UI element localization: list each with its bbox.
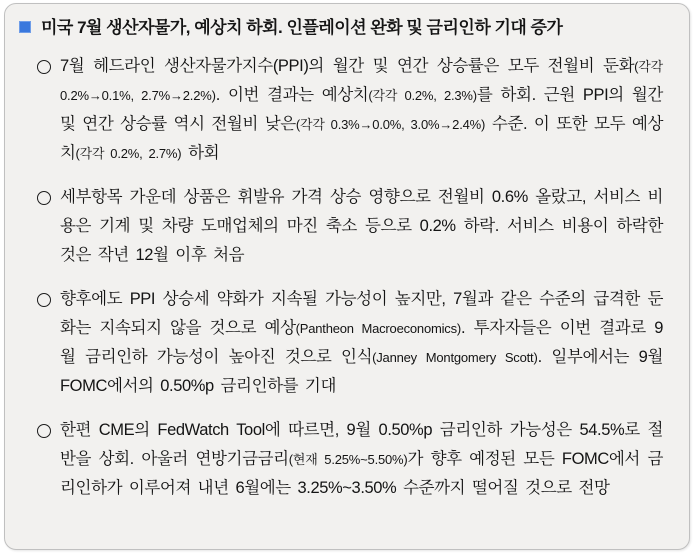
circle-bullet-icon	[37, 424, 51, 438]
text-segment: (각각 0.2%, 2.7%)	[75, 146, 182, 161]
bullet-text	[60, 285, 663, 401]
bullet-text	[60, 416, 663, 503]
text-segment: . 이번 결과는 예상치	[215, 86, 369, 104]
circle-bullet-icon	[37, 191, 51, 205]
text-segment: 7월 헤드라인 생산자물가지수(PPI)의 월간 및 연간 상승률은 모두 전월비 둔화	[60, 57, 635, 75]
text-segment: . 투자자들은 이번 결과로 9월 금리인하 가능성이 높아진 것으로 인식	[60, 319, 663, 366]
bullet-text	[60, 183, 663, 270]
bullet-item	[37, 52, 663, 168]
bullet-item	[37, 416, 663, 503]
bullet-text	[60, 52, 663, 168]
text-segment: 를 하회. 근원 PPI의 월간 및 연간 상승률 역시 전월비 낮은	[60, 86, 663, 133]
text-segment: 세부항목 가운데 상품은 휘발유 가격 상승 영향으로 전월비 0.6% 올랐고, 서비스 비용은 기계 및 차량 도매업체의 마진 축소 등으로 0.2% 하락. 서비스 비용이 하락한 것은 작년 12월 이후 처음	[60, 188, 663, 264]
text-segment: (각각 0.3%→0.0%, 3.0%→2.4%)	[295, 117, 486, 132]
text-segment: 하회	[181, 144, 220, 162]
text-segment: 향후에도 PPI 상승세 약화가 지속될 가능성이 높지만, 7월과 같은 수준의 급격한 둔화는 지속되지 않을 것으로 예상	[60, 290, 663, 337]
document-card	[4, 3, 690, 550]
blue-square-bullet-icon	[19, 21, 31, 33]
text-segment: (현재 5.25%~5.50%)	[288, 452, 408, 467]
circle-bullet-icon	[37, 293, 51, 307]
text-segment: (각각 0.2%, 2.3%)	[368, 88, 477, 103]
text-segment: (Janney Montgomery Scott)	[372, 350, 538, 365]
text-segment: (Pantheon Macroeconomics)	[295, 321, 462, 336]
text-segment: 수준. 이 또한 모두 예상치	[60, 115, 663, 162]
bullet-item	[37, 285, 663, 401]
text-segment: . 일부에서는 9월 FOMC에서의 0.50%p 금리인하를 기대	[60, 348, 663, 395]
text-segment: 한편 CME의 FedWatch Tool에 따르면, 9월 0.50%p 금리인하 가능성은 54.5%로 절반을 상회. 아울러 연방기금금리	[60, 421, 663, 468]
bullet-list	[37, 52, 663, 503]
document-title: 미국 7월 생산자물가, 예상치 하회. 인플레이션 완화 및 금리인하 기대 증가	[41, 18, 563, 37]
document-title-row	[19, 16, 663, 40]
circle-bullet-icon	[37, 60, 51, 74]
text-segment: 가 향후 예정된 모든 FOMC에서 금리인하가 이루어져 내년 6월에는 3.25%~3.50% 수준까지 떨어질 것으로 전망	[60, 450, 663, 497]
text-segment: (각각 0.2%→0.1%, 2.7%→2.2%)	[60, 59, 663, 103]
bullet-item	[37, 183, 663, 270]
